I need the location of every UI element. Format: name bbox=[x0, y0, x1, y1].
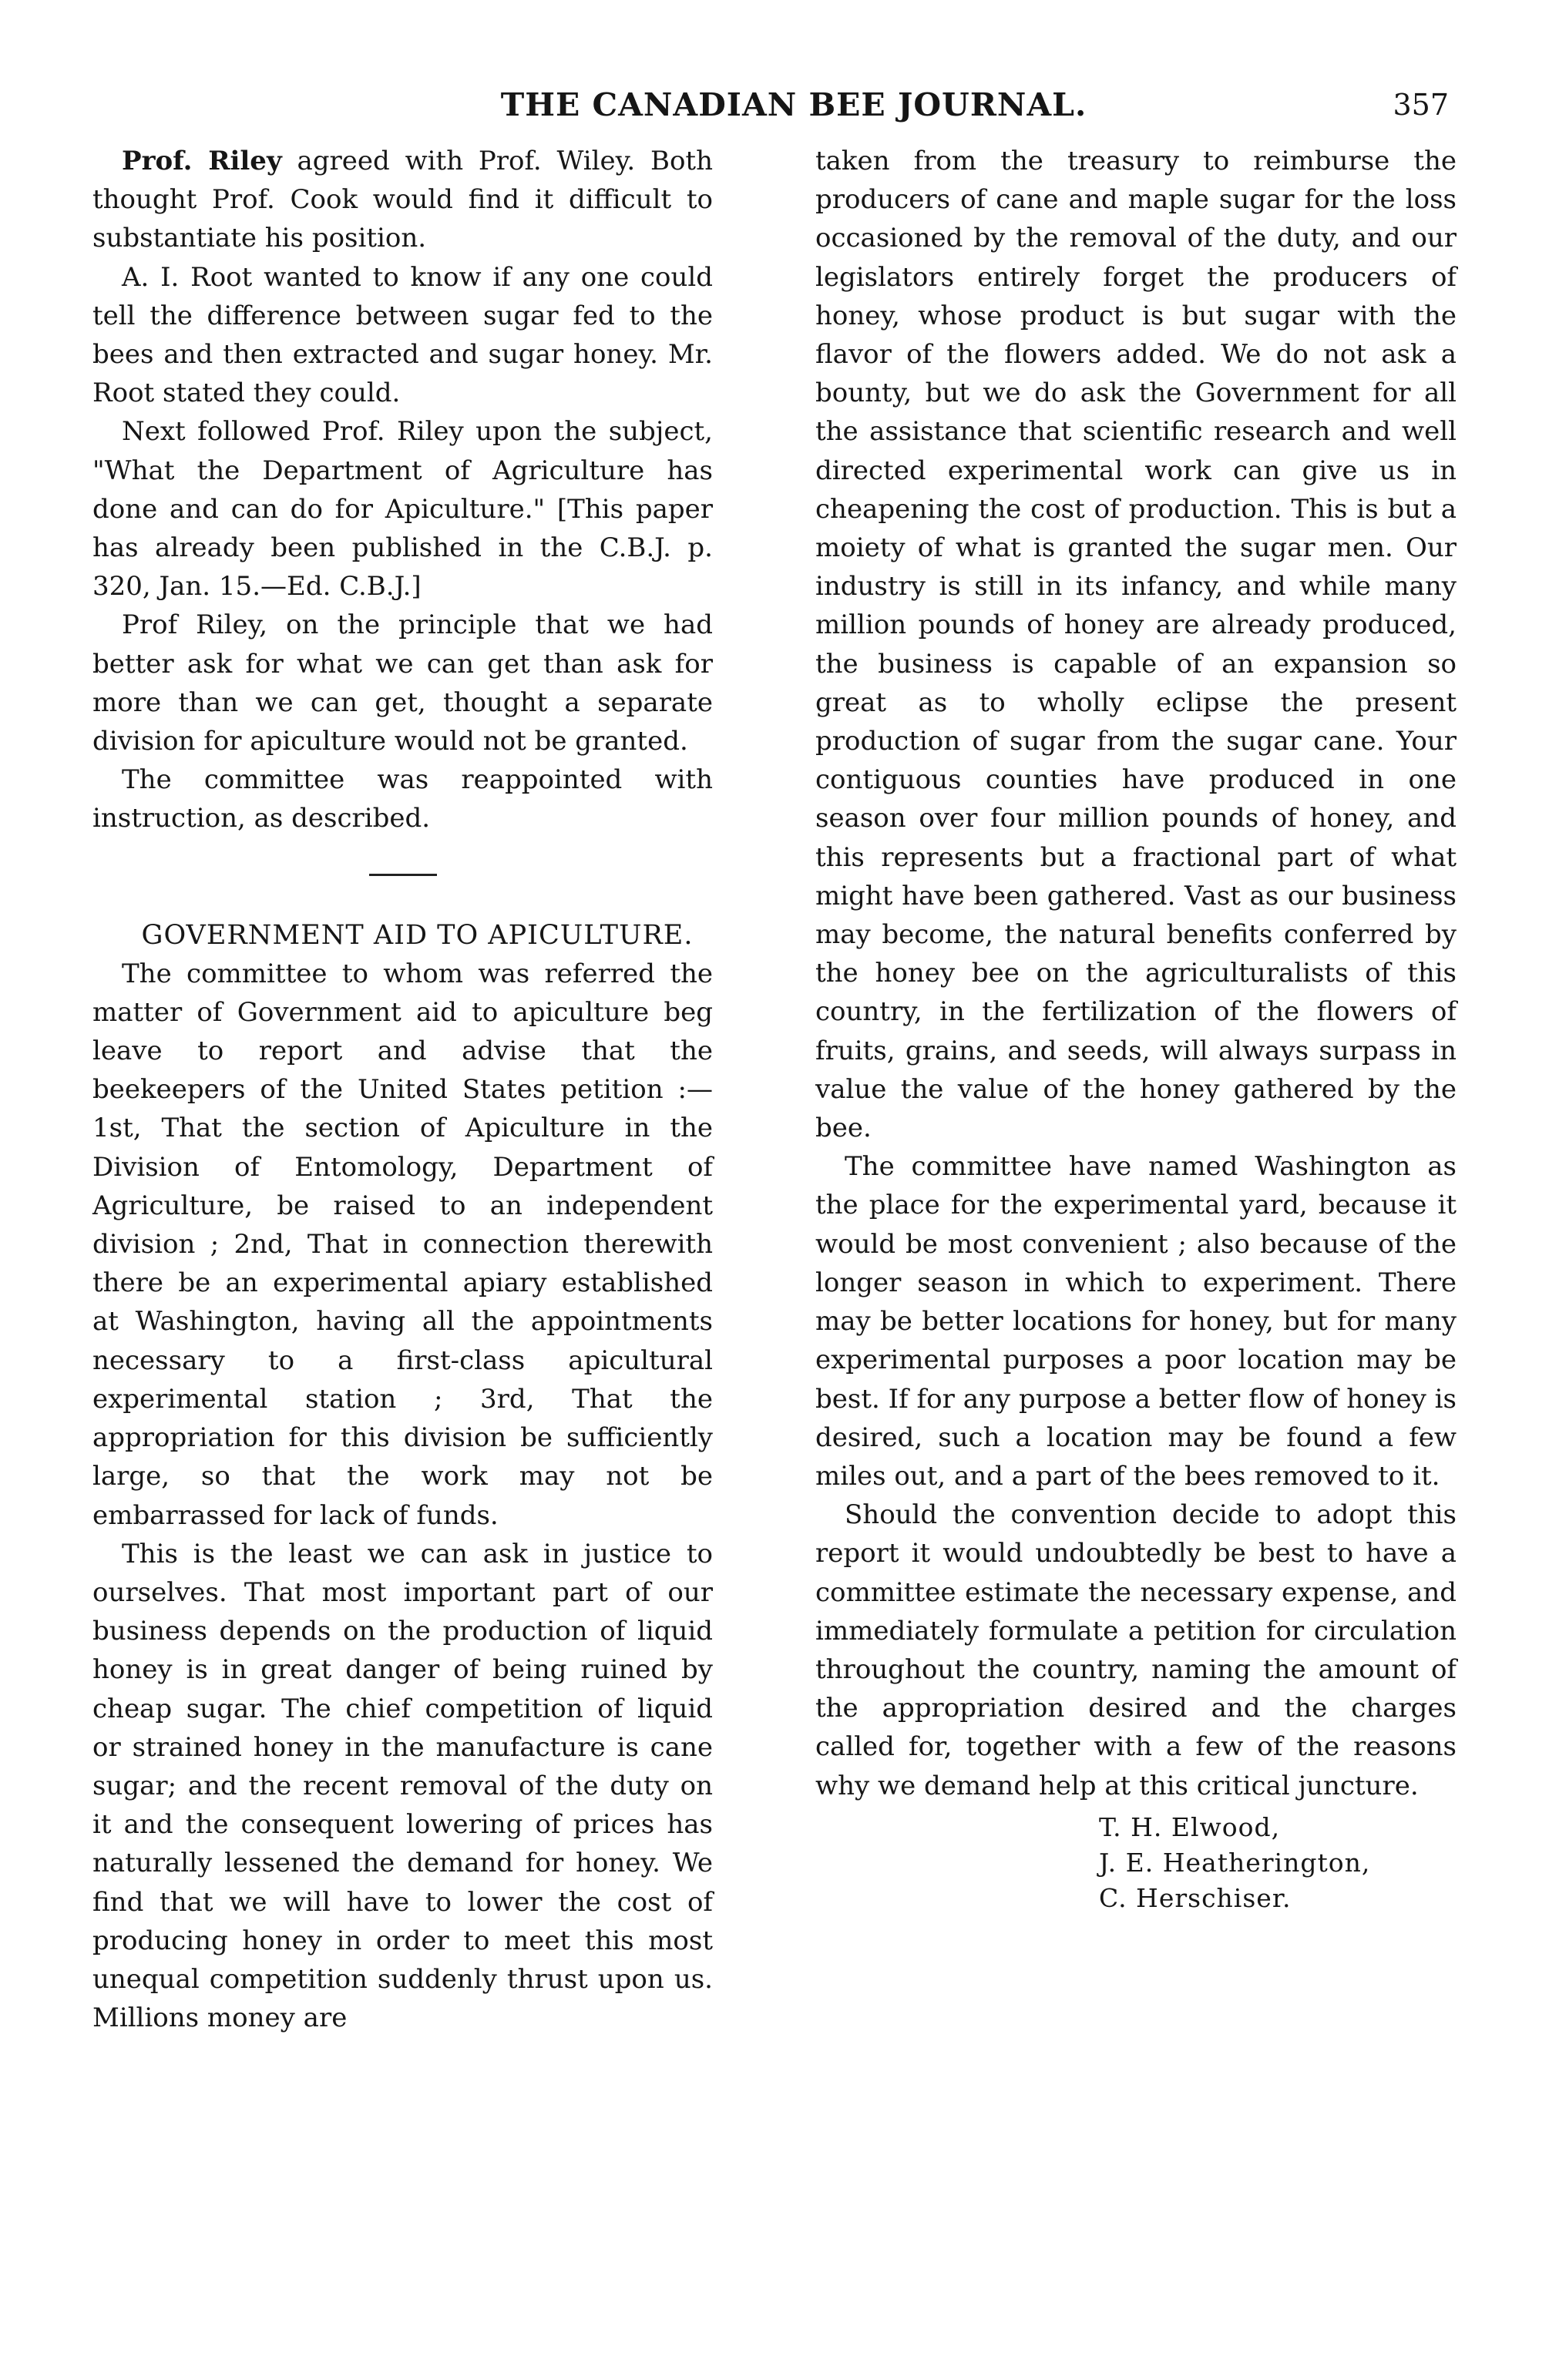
right-column bbox=[815, 142, 1457, 1916]
signature: C. Herschiser. bbox=[1099, 1882, 1292, 1913]
signature-block bbox=[1099, 1810, 1457, 1916]
paragraph: Next followed Prof. Riley upon the subject, "What the Department of Agriculture has done and can do for Apiculture." [This paper has already been published in the C.B.J. p. 320, Jan. 15.—Ed. C.B.J.] bbox=[92, 416, 713, 603]
paragraph: Should the convention decide to adopt this report it would undoubtedly be best to have a committee estimate the necessary expense, and immediately formulate a petition for circulation throughout the country, naming the amount of the appropriation desired and the charges called for, together with a few of the reasons why we demand help at this critical juncture. bbox=[815, 1499, 1457, 1801]
paragraph bbox=[92, 142, 713, 258]
speaker-name: Prof. Riley bbox=[122, 146, 282, 176]
page-number: 357 bbox=[1393, 88, 1449, 122]
journal-title: THE CANADIAN BEE JOURNAL. bbox=[500, 86, 1087, 123]
signature: J. E. Heatherington, bbox=[1099, 1847, 1371, 1878]
paragraph: taken from the treasury to reimburse the producers of cane and maple sugar for the loss occasioned by the removal of the duty, and our legislators entirely forget the producers of honey, whose product is but sugar with the flavor of the flowers added. We do not ask a bounty, but we do ask the Government for all the assistance that scientific research and well directed experimental work can give us in cheapening the cost of production. This is but a moiety of what is granted the sugar men. Our industry is still in its infancy, and while many million pounds of honey are already produced, the business is capable of an expansion so great as to wholly eclipse the present production of sugar from the sugar cane. Your contiguous counties have produced in one season over four million pounds of honey, and this represents but a fractional part of what might have been gathered. Vast as our business may become, the natural benefits conferred by the honey bee on the agriculturalists of this country, in the fertilization of the flowers of fruits, grains, and seeds, will always surpass in value the value of the honey gathered by the bee. bbox=[815, 146, 1457, 1144]
section-heading: GOVERNMENT AID TO APICULTURE. bbox=[141, 919, 694, 951]
paragraph: Prof Riley, on the principle that we had better ask for what we can get than ask for more than we can get, thought a separate division for apiculture would not be granted. bbox=[92, 609, 713, 757]
paragraph: The committee to whom was referred the matter of Government aid to apiculture beg leave to report and advise that the beekeepers of the United States petition :— 1st, That the section of Apiculture in the Division of Entomology, Department of Agriculture, be raised to an independent division ; 2nd, That in connection therewith there be an experimental apiary established at Washington, having all the appointments necessary to a first-class apicultural experimental station ; 3rd, That the appropriation for this division be sufficiently large, so that the work may not be embarrassed for lack of funds. bbox=[92, 958, 713, 1531]
section-divider bbox=[369, 874, 437, 876]
paragraph: The committee have named Washington as the place for the experimental yard, because it would be most convenient ; also because of the longer season in which to experiment. There may be better locations for honey, but for many experimental purposes a poor location may be best. If for any purpose a better flow of honey is desired, such a location may be found a few miles out, and a part of the bees removed to it. bbox=[815, 1151, 1457, 1492]
paragraph: A. I. Root wanted to know if any one could tell the difference between sugar fed to the bees and then extracted and sugar honey. Mr. Root stated they could. bbox=[92, 261, 713, 409]
signature: T. H. Elwood, bbox=[1099, 1811, 1281, 1842]
paragraph: This is the least we can ask in justice to ourselves. That most important part of our business depends on the production of liquid honey is in great danger of being ruined by cheap sugar. The chief competition of liquid or strained honey in the manufacture is cane sugar; and the recent removal of the duty on it and the consequent lowering of prices has naturally lessened the demand for honey. We find that we will have to lower the cost of producing honey in order to meet this most unequal competition suddenly thrust upon us. Millions money are bbox=[92, 1538, 713, 2034]
running-head bbox=[116, 86, 1472, 133]
paragraph-text: agreed with Prof. Wiley. Both thought Prof. Cook would find it difficult to substantiate his position. bbox=[92, 146, 713, 254]
paragraph: The committee was reappointed with instruction, as described. bbox=[92, 764, 713, 834]
left-column bbox=[92, 142, 713, 2037]
